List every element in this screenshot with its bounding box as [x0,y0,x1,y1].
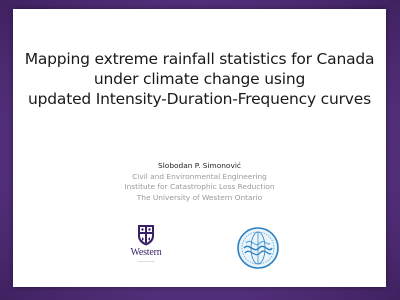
title-slide [13,9,386,287]
western-wordmark-rule: ──────── [137,259,155,263]
title-line-1: Mapping extreme rainfall statistics for Canada [24,50,375,68]
western-wordmark: Western [130,247,162,258]
author-block [13,161,386,203]
title-line-2: under climate change using [93,70,306,88]
affiliation-line-1: Civil and Environmental Engineering [132,171,267,181]
affiliation-line-3: The University of Western Ontario [136,192,263,202]
globe-wave-emblem-icon [236,226,280,270]
author-name: Slobodan P. Simonović [158,161,241,170]
affiliation-line-2: Institute for Catastrophic Loss Reduction [124,182,275,191]
western-university-crest-icon [137,224,155,246]
slide-title [13,49,386,109]
title-line-3: updated Intensity-Duration-Frequency curves [28,90,371,108]
western-university-logo [124,224,168,276]
